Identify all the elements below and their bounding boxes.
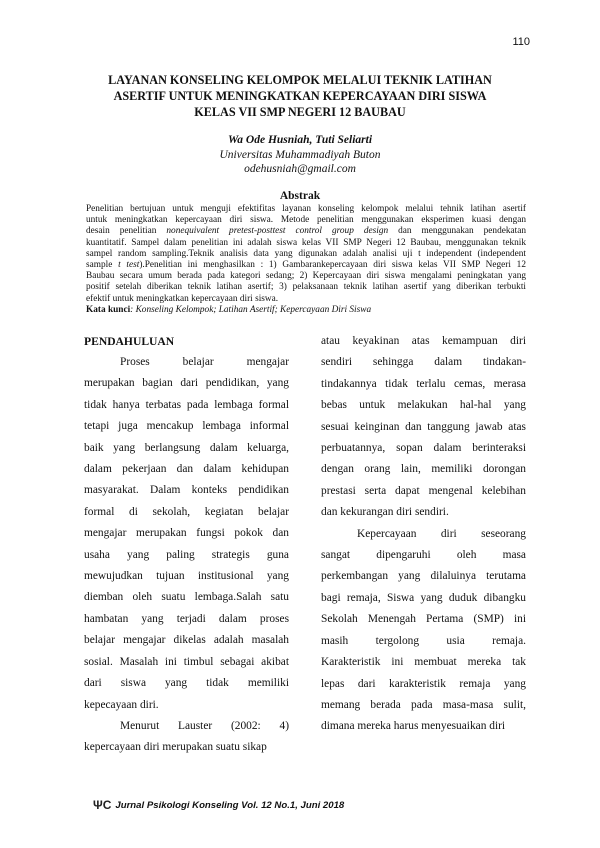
body-line: dari siswa yang tidak memiliki — [84, 677, 289, 690]
body-line: Kepercayaan diri seseorang — [357, 527, 526, 540]
body-line: usaha yang paling strategis guna — [84, 548, 289, 561]
section-heading: PENDAHULUAN — [84, 335, 175, 348]
body-line: sangat dipengaruhi oleh masa — [321, 549, 526, 562]
body-line: mewujudkan tujuan institusional yang — [84, 570, 289, 583]
body-line: perbuatannya, sopan dalam berinteraksi — [321, 442, 526, 455]
author-email: odehusniah@gmail.com — [244, 163, 356, 175]
body-line: belajar mengajar dikelas adalah masalah — [84, 634, 289, 647]
body-line: diemban oleh suatu lembaga.Salah satu — [84, 591, 289, 604]
author-affiliation: Universitas Muhammadiyah Buton — [219, 148, 381, 161]
body-line: bagi remaja, Siswa yang duduk dibangku — [321, 591, 526, 604]
body-line: dan kekurangan diri sendiri. — [321, 506, 449, 519]
abstract-line: untuk meningkatkan kepercayaan diri siswa. Metode penelitian menggunakan eksperimen kuasi dengan — [86, 215, 526, 226]
keywords-line — [86, 305, 526, 316]
left-column — [84, 332, 289, 759]
body-line: Proses belajar mengajar — [120, 356, 289, 368]
body-line: sendiri sehingga dalam tindakan- — [321, 356, 526, 369]
body-line: masih tergolong usia remaja. — [321, 634, 526, 647]
abstract-line: efektif untuk meningkatkan kepercayaan diri siswa. — [86, 293, 279, 304]
body-line: lepas dari karakteristik remaja yang — [321, 677, 526, 690]
abstract-line: sample t test).Penelitian ini menghasilkan : 1) Gambarankepercayaan diri siswa kelas VII SMP Negeri 12 — [86, 260, 526, 271]
body-line: memang berada pada masa-masa sulit, — [321, 698, 526, 711]
body-line: Menurut Lauster (2002: 4) — [120, 719, 289, 732]
page-number: 110 — [512, 36, 530, 48]
body-line: prestasi serta dapat mengenal kelebihan — [321, 484, 526, 497]
body-line: sesuai keinginan dan tanggung jawab atas — [321, 420, 526, 433]
body-line: dimana mereka harus menyesuaikan diri — [321, 720, 506, 733]
body-line: formal di sekolah, kegiatan belajar — [84, 505, 289, 518]
body-line: tidak hanya terbatas pada lembaga formal — [84, 398, 289, 411]
body-line: atau keyakinan atas kemampuan diri — [321, 335, 526, 347]
title-line: KELAS VII SMP NEGERI 12 BAUBAU — [194, 105, 406, 119]
body-line: perkembangan yang dilaluinya terutama — [321, 570, 526, 583]
body-line: dalam pekerjaan dan dalam kehidupan — [84, 463, 289, 476]
abstract-line: desain penelitian nonequivalent pretest-posttest control group design dan menggunakan pendekatan — [86, 226, 526, 237]
abstract-line: positif setelah diberikan teknik latihan asertif; 3) pelaksanaan teknik latihan asertif yang diberikan terbukti — [86, 282, 526, 293]
body-line: Sekolah Menengah Pertama (SMP) ini — [321, 613, 526, 626]
right-column — [321, 331, 526, 738]
journal-logo-icon: ΨC — [93, 798, 112, 812]
body-line: kepecayaan diri. — [84, 698, 159, 711]
body-line: tindakannya tidak terlalu cemas, merasa — [321, 377, 526, 390]
paper-title — [80, 72, 520, 120]
abstract-line: sampel random sampling.Teknik analisis data yang digunakan adalah analisi uji t independent (independent — [86, 248, 526, 259]
footer — [93, 798, 344, 812]
body-line: merupakan bagian dari pendidikan, yang — [84, 377, 289, 390]
abstract-line: Baubau secara umum berada pada kategori sedang; 2) Kepercayaan diri siswa mengalami peningkatan yang — [86, 271, 526, 282]
abstract-body — [86, 204, 526, 316]
abstract-heading: Abstrak — [279, 190, 321, 202]
abstract-line: kuantitatif. Sampel dalam penelitian ini adalah siswa kelas VII SMP Negeri 12 Baubau, menggunakan teknik — [86, 237, 526, 248]
body-line: hambatan yang terjadi dalam proses — [84, 612, 289, 625]
body-line: tetapi juga mencakup lembaga informal — [84, 420, 289, 433]
keywords-text: : Konseling Kelompok; Latihan Asertif; Kepercayaan Diri Siswa — [130, 304, 372, 315]
body-line: kepercayaan diri merupakan suatu sikap — [84, 741, 267, 754]
author-block — [80, 133, 520, 177]
body-line: sosial. Masalah ini timbul sebagai akibat — [84, 655, 289, 668]
body-line: masyarakat. Dalam konteks pendidikan — [84, 484, 289, 497]
abstract-line: Penelitian bertujuan untuk menguji efektifitas layanan konseling kelompok melalui tehnik latihan asertif — [86, 204, 526, 214]
title-line: LAYANAN KONSELING KELOMPOK MELALUI TEKNIK LATIHAN — [108, 73, 492, 87]
body-line: dengan orang lain, memiliki dorongan — [321, 463, 526, 476]
title-line: ASERTIF UNTUK MENINGKATKAN KEPERCAYAAN DIRI SISWA — [113, 89, 487, 103]
journal-citation: Jurnal Psikologi Konseling Vol. 12 No.1, Juni 2018 — [115, 799, 345, 811]
author-names: Wa Ode Husniah, Tuti Seliarti — [227, 134, 373, 146]
body-line: Karakteristik ini membuat mereka tak — [321, 656, 526, 669]
body-line: baik yang berlangsung dalam keluarga, — [84, 441, 289, 454]
keywords-label: Kata kunci — [86, 304, 131, 315]
body-line: bebas untuk melakukan hal-hal yang — [321, 399, 526, 412]
body-line: mengajar merupakan fungsi pokok dan — [84, 527, 289, 540]
